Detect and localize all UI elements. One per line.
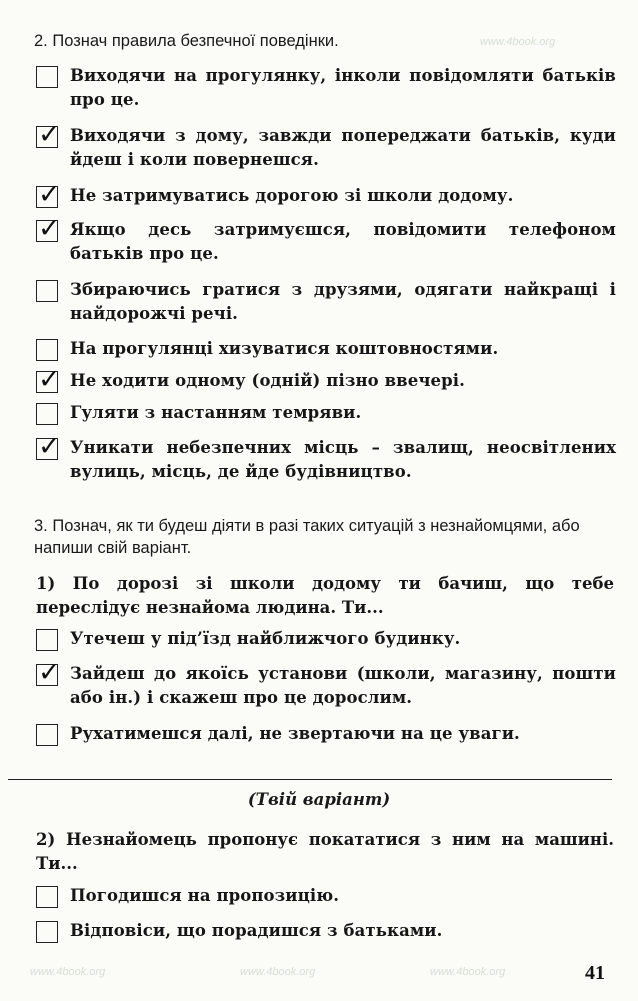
watermark: www.4book.org [30,966,106,978]
task2-item [36,364,616,395]
own-variant-caption: (Твій варіант) [247,790,391,809]
checkbox[interactable] [36,724,58,746]
task2-item [36,64,616,112]
task2-item [36,278,616,326]
task2-item [36,431,616,484]
watermark: www.4book.org [480,36,556,48]
check-mark-icon: ✓ [38,657,61,688]
task2-item [36,119,616,172]
checkbox[interactable] [36,431,61,462]
option-item [36,919,616,943]
check-mark-icon: ✓ [38,179,61,210]
item-text: Уникати небезпечних місць – звалищ, неосвітлених вулиць, місць, де йде будівництво. [70,438,616,481]
item-text: Рухатимешся далі, не звертаючи на це уваги. [70,724,520,743]
item-text: Відповіси, що порадишся з батьками. [70,921,443,940]
item-text: Зайдеш до якоїсь установи (школи, магазину, пошти або ін.) і скажеш про це дорослим. [70,664,616,707]
answer-line[interactable] [8,779,612,780]
item-text: Не ходити одному (одній) пізно ввечері. [70,371,465,390]
item-text: Збираючись гратися з друзями, одягати найкращі і найдорожчі речі. [70,280,616,323]
checkbox[interactable] [36,921,58,943]
checkbox[interactable] [36,629,58,651]
watermark: www.4book.org [240,966,316,978]
checkbox[interactable] [36,213,61,244]
checkbox[interactable] [36,339,58,361]
checkbox[interactable] [36,66,58,88]
option-item [36,657,616,710]
question-2: 2) Незнайомець пропонує покататися з ним на машині. Ти... [36,830,614,873]
checkbox[interactable] [36,119,61,150]
item-text: Якщо десь затримуєшся, повідомити телефоном батьків про це. [70,220,616,263]
checkbox[interactable] [36,364,61,395]
question-1: 1) По дорозі зі школи додому ти бачиш, що тебе переслідує незнайома людина. Ти... [36,574,614,617]
checkbox[interactable] [36,179,61,210]
item-text: Утечеш у під’їзд найближчого будинку. [70,629,461,648]
task2-heading: 2. Познач правила безпечної поведінки. [34,32,339,50]
task2-item [36,337,616,361]
task3-heading: 3. Познач, як ти будеш діяти в разі таких ситуацій з незнайомцями, або напиши свій варіант. [34,517,580,557]
checkbox[interactable] [36,403,58,425]
check-mark-icon: ✓ [38,431,61,462]
check-mark-icon: ✓ [38,213,61,244]
option-item [36,884,616,908]
item-text: Гуляти з настанням темряви. [70,403,362,422]
option-item [36,627,616,651]
check-mark-icon: ✓ [38,364,61,395]
task2-item [36,401,616,425]
task2-item [36,179,616,210]
item-text: Не затримуватись дорогою зі школи додому. [70,186,514,205]
task2-item [36,213,616,266]
item-text: На прогулянці хизуватися коштовностями. [70,339,499,358]
item-text: Виходячи з дому, завжди попереджати батьків, куди йдеш і коли повернешся. [70,126,616,169]
page-number: 41 [585,962,605,984]
item-text: Виходячи на прогулянку, інколи повідомляти батьків про це. [70,66,616,109]
checkbox[interactable] [36,886,58,908]
checkbox[interactable] [36,280,58,302]
check-mark-icon: ✓ [38,119,61,150]
option-item [36,722,616,746]
item-text: Погодишся на пропозицію. [70,886,340,905]
watermark: www.4book.org [430,966,506,978]
checkbox[interactable] [36,657,61,688]
